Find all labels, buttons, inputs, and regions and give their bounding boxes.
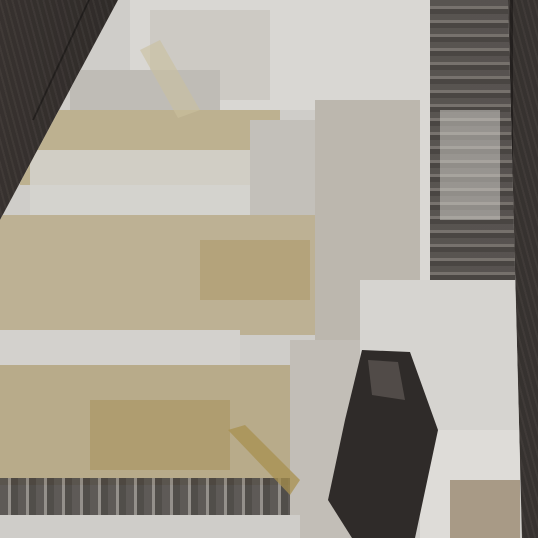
gold-diagonal-stroke — [228, 425, 300, 495]
gold-diagonal-stroke — [140, 40, 200, 118]
